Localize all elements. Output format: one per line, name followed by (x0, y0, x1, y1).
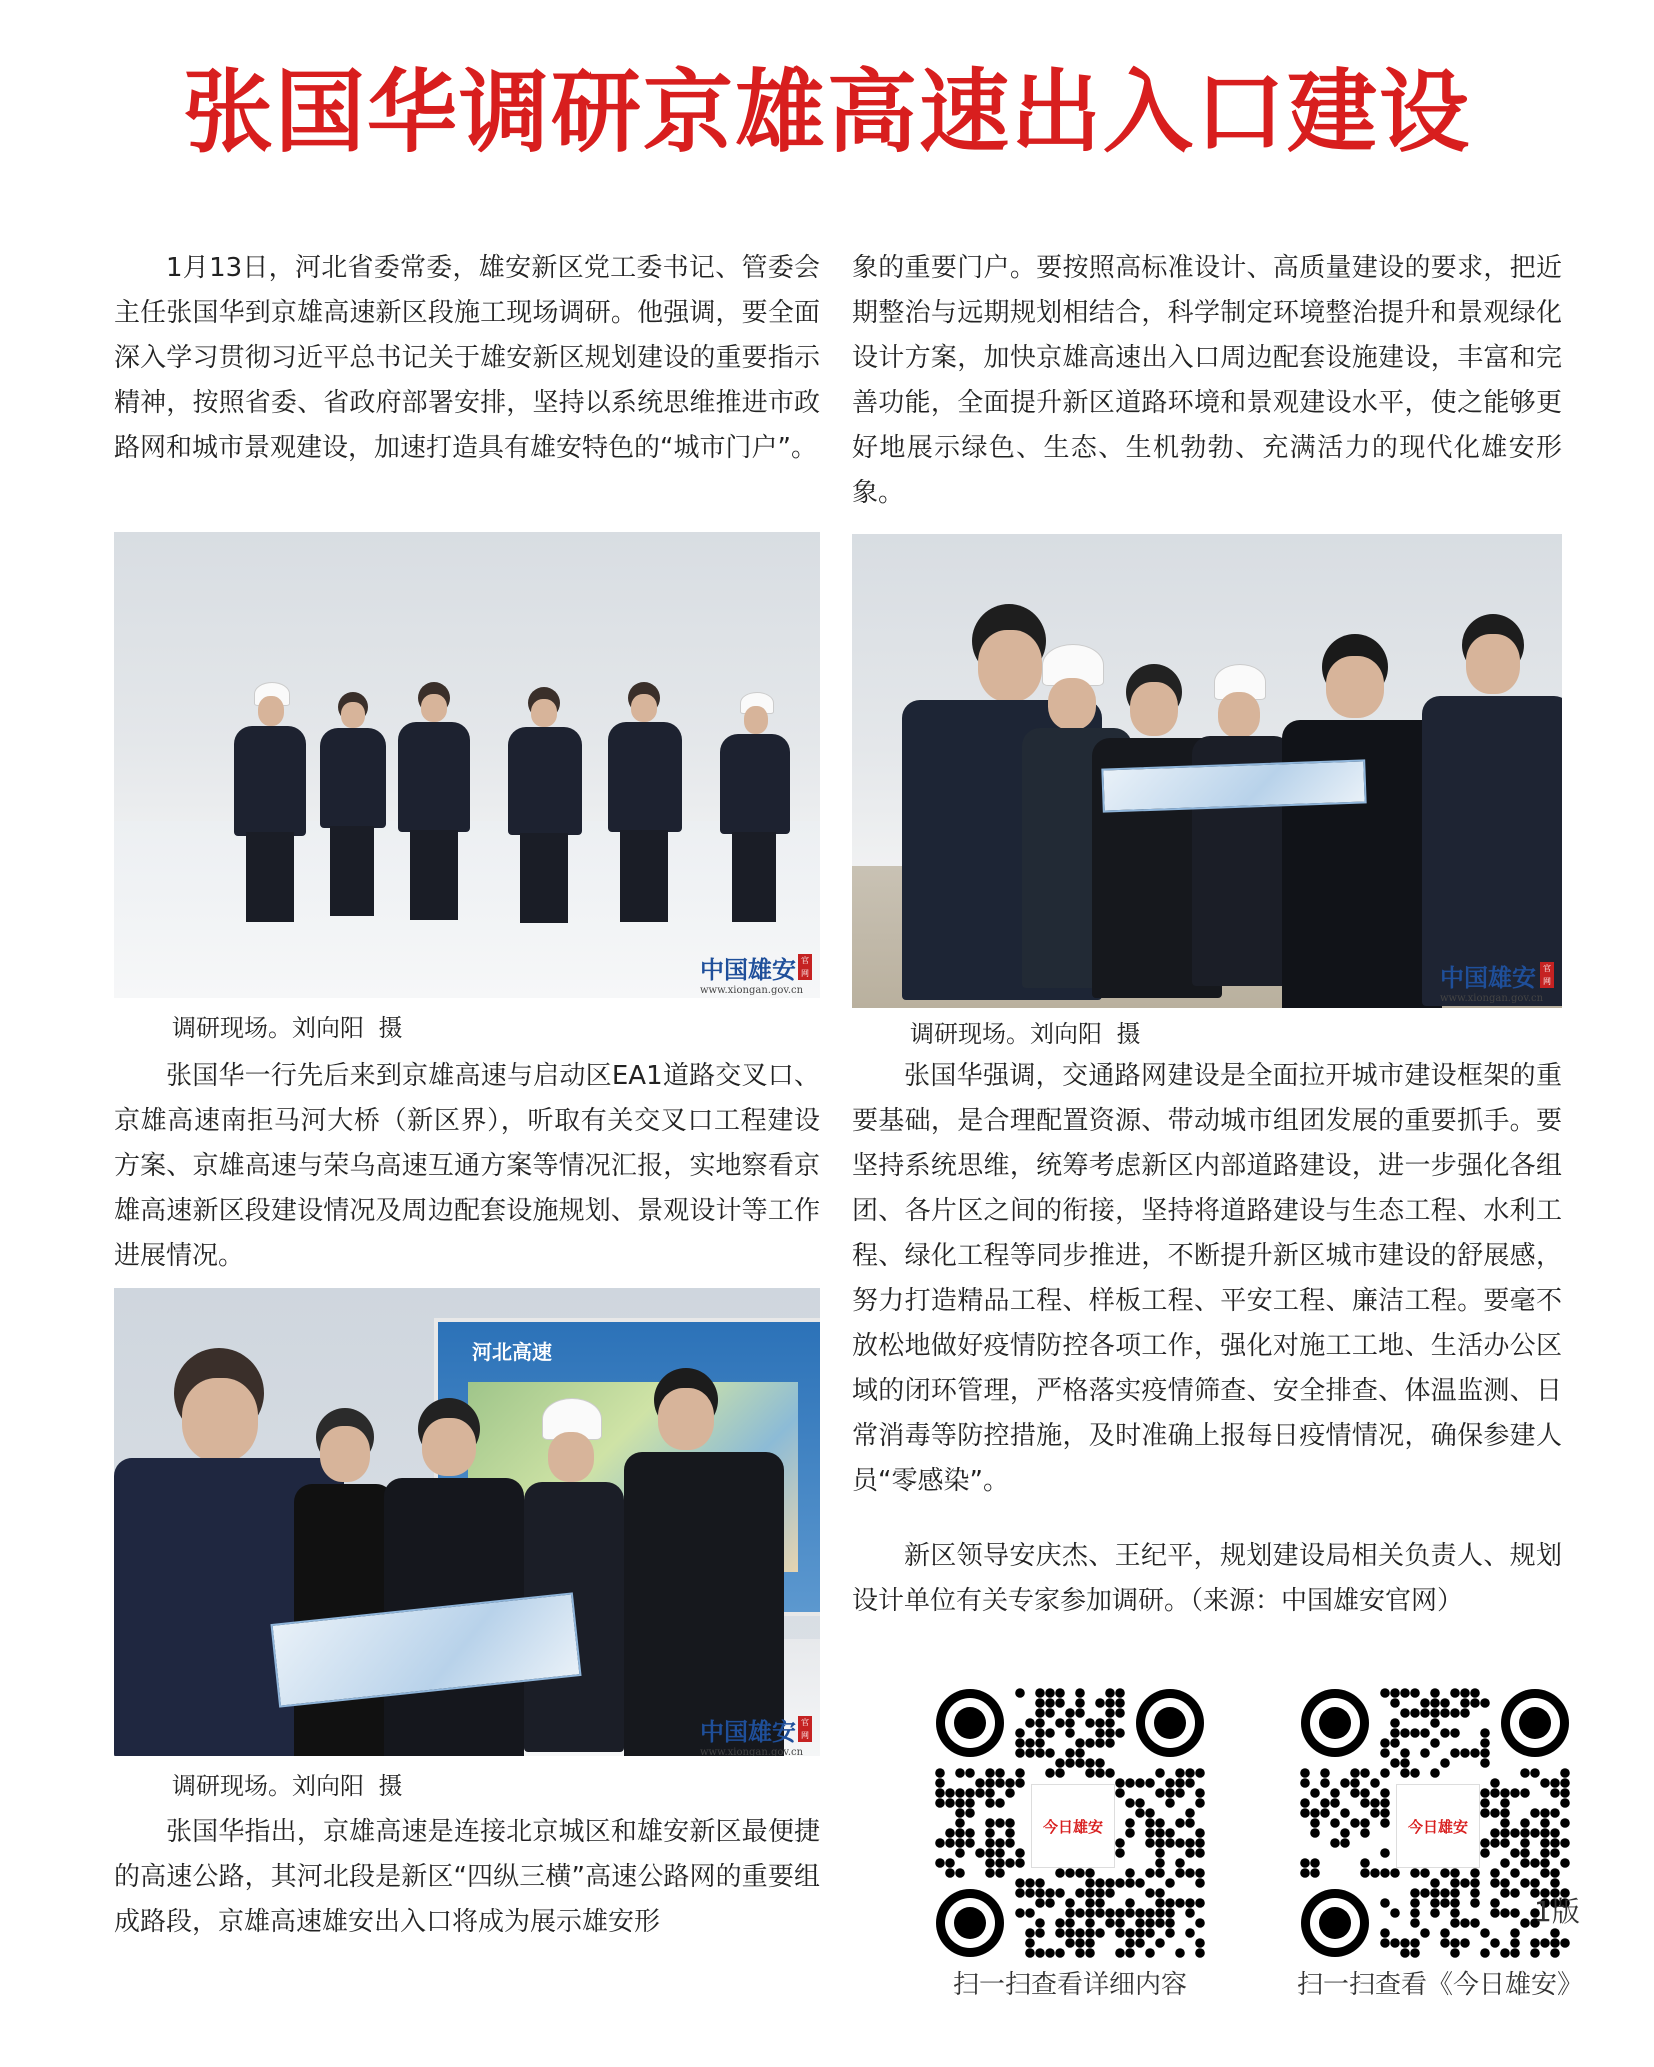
paragraph-attendees: 新区领导安庆杰、王纪平，规划建设局相关负责人、规划设计单位有关专家参加调研。（来源：中国雄安官网） (852, 1541, 1562, 1616)
paragraph-gateway: 张国华指出，京雄高速是连接北京城区和雄安新区最便捷的高速公路，其河北段是新区“四纵三横”高速公路网的重要组成路段，京雄高速雄安出入口将成为展示雄安形 (114, 1817, 820, 1937)
paragraph-gateway-continued: 象的重要门户。要按照高标准设计、高质量建设的要求，把近期整治与远期规划相结合，科学制定环境整治提升和景观绿化设计方案，加快京雄高速出入口周边配套设施建设，丰富和完善功能，全面提升新区道路环境和景观建设水平，使之能够更好地展示绿色、生态、生机勃勃、充满活力的现代化雄安形象。 (852, 253, 1562, 508)
seal-icon: 官网 (1540, 962, 1554, 988)
photo-briefing-billboard (114, 1288, 820, 1756)
watermark-logo: 中国雄安 www.xiongan.gov.cn (700, 955, 804, 996)
seal-icon: 官网 (798, 954, 812, 980)
photo-plan-review (852, 534, 1562, 1008)
seal-icon: 官网 (798, 1716, 812, 1742)
photo-caption-2: 调研现场。刘向阳 摄 (910, 1020, 1141, 1048)
headline: 张国华调研京雄高速出入口建设 (183, 59, 1471, 165)
qr-center-logo: 今日雄安 (1032, 1785, 1114, 1867)
watermark-logo: 中国雄安 www.xiongan.gov.cn (1440, 963, 1544, 1004)
photo-site-walk (114, 532, 820, 998)
qr-center-logo: 今日雄安 (1397, 1785, 1479, 1867)
watermark-logo: 中国雄安 www.xiongan.gov.cn (700, 1717, 804, 1756)
qr-caption-detail: 扫一扫查看详细内容 (952, 1970, 1187, 2000)
paragraph-visit: 张国华一行先后来到京雄高速与启动区EA1道路交叉口、京雄高速南拒马河大桥（新区界），听取有关交叉口工程建设方案、京雄高速与荣乌高速互通方案等情况汇报，实地察看京雄高速新区段建设情况及周边配套设施规划、景观设计等工作进展情况。 (114, 1061, 820, 1271)
qr-caption-today-xiongan: 扫一扫查看《今日雄安》 (1296, 1970, 1583, 2000)
paragraph-transport-network: 张国华强调，交通路网建设是全面拉开城市建设框架的重要基础，是合理配置资源、带动城市组团发展的重要抓手。要坚持系统思维，统筹考虑新区内部道路建设，进一步强化各组团、各片区之间的衔接，坚持将道路建设与生态工程、水利工程、绿化工程等同步推进，不断提升新区城市建设的舒展感，努力打造精品工程、样板工程、平安工程、廉洁工程。要毫不放松地做好疫情防控各项工作，强化对施工工地、生活办公区域的闭环管理，严格落实疫情筛查、安全排查、体温监测、日常消毒等防控措施，及时准确上报每日疫情情况，确保参建人员“零感染”。 (852, 1061, 1562, 1496)
billboard-title: 河北高速 (472, 1340, 552, 1364)
paragraph-intro: 1月13日，河北省委常委，雄安新区党工委书记、管委会主任张国华到京雄高速新区段施工现场调研。他强调，要全面深入学习贯彻习近平总书记关于雄安新区规划建设的重要指示精神，按照省委、省政府部署安排，坚持以系统思维推进市政路网和城市景观建设，加速打造具有雄安特色的“城市门户”。 (114, 253, 820, 463)
photo-caption-1: 调研现场。刘向阳 摄 (172, 1014, 403, 1042)
photo-caption-3: 调研现场。刘向阳 摄 (172, 1772, 403, 1800)
qr-code-today-xiongan[interactable] (1300, 1688, 1570, 1958)
qr-code-detail[interactable] (935, 1688, 1205, 1958)
page-number: 1版 (1534, 1895, 1580, 1928)
